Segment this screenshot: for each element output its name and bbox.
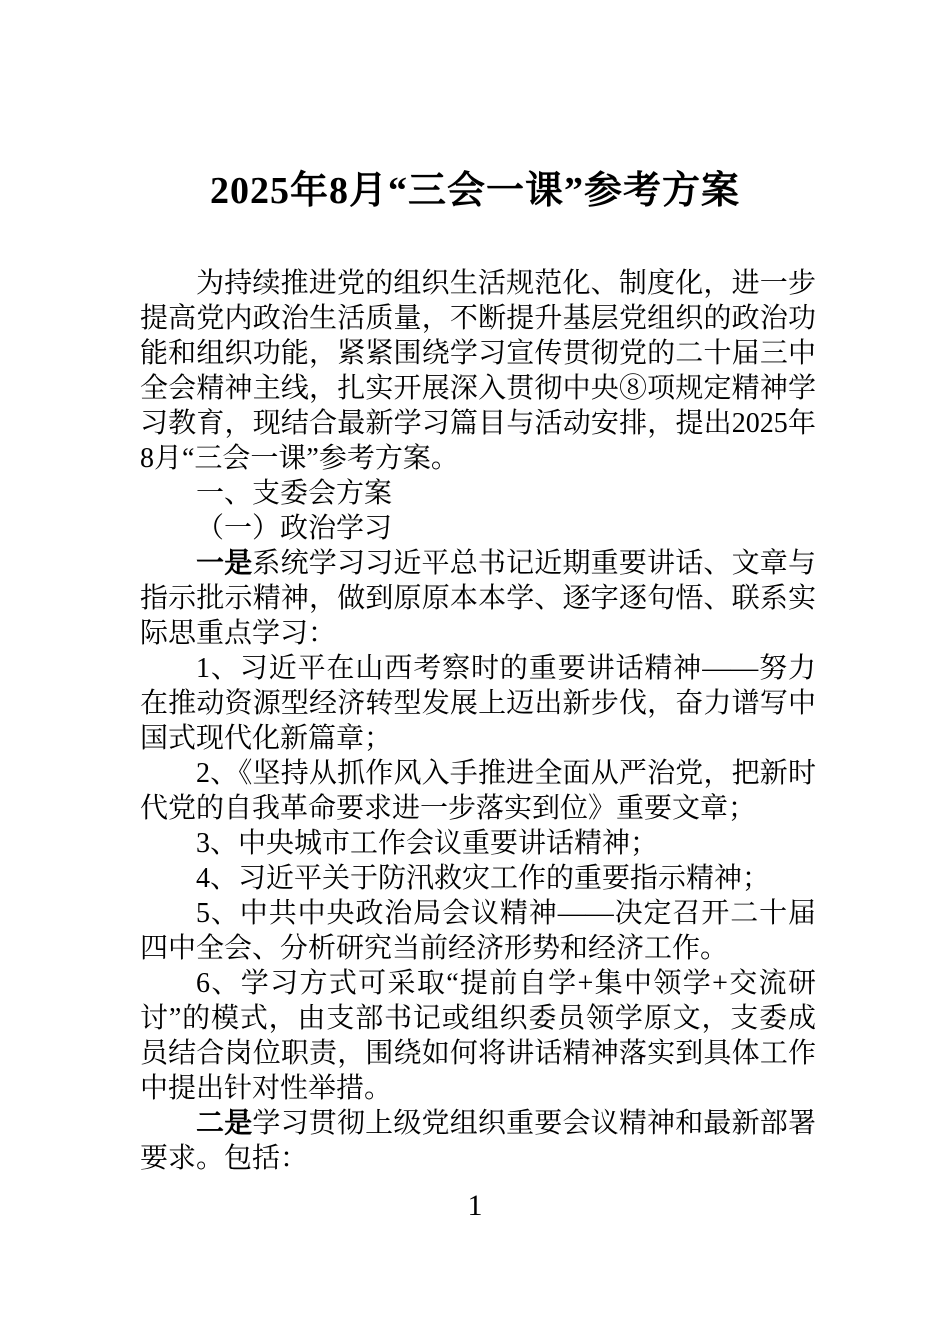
paragraph-point-two <box>140 1106 816 1176</box>
heading-subsection-1-1: （一）政治学习 <box>196 513 393 544</box>
list-item-4: 4、习近平关于防汛救灾工作的重要指示精神； <box>196 863 771 894</box>
paragraph-point-one <box>140 546 816 651</box>
document-title: 2025年8月“三会一课”参考方案 <box>209 170 740 212</box>
paragraph-point-one-lead: 一是 <box>196 548 253 579</box>
paragraph-point-one-text: 系统学习习近平总书记近期重要讲话、文章与指示批示精神，做到原原本本学、逐字逐句悟、联系实际思重点学习： <box>140 548 816 649</box>
list-item-1: 1、习近平在山西考察时的重要讲话精神——努力在推动资源型经济转型发展上迈出新步伐，奋力谱写中国式现代化新篇章； <box>140 653 816 754</box>
heading-section-1: 一、支委会方案 <box>196 478 393 509</box>
paragraph-point-two-text: 学习贯彻上级党组织重要会议精神和最新部署要求。包括： <box>140 1108 816 1174</box>
list-item-6: 6、学习方式可采取“提前自学+集中领学+交流研讨”的模式，由支部书记或组织委员领学原文，支委成员结合岗位职责，围绕如何将讲话精神落实到具体工作中提出针对性举措。 <box>140 968 816 1104</box>
page-number: 1 <box>467 1189 483 1222</box>
document-body <box>0 266 950 1176</box>
paragraph-intro: 为持续推进党的组织生活规范化、制度化，进一步提高党内政治生活质量，不断提升基层党组织的政治功能和组织功能，紧紧围绕学习宣传贯彻党的二十届三中全会精神主线，扎实开展深入贯彻中央⑧项规定精神学习教育，现结合最新学习篇目与活动安排，提出2025年8月“三会一课”参考方案。 <box>140 268 816 474</box>
paragraph-point-two-lead: 二是 <box>196 1108 253 1139</box>
list-item-2: 2、《坚持从抓作风入手推进全面从严治党，把新时代党的自我革命要求进一步落实到位》重要文章； <box>140 758 816 824</box>
list-item-3: 3、中央城市工作会议重要讲话精神； <box>196 828 659 859</box>
list-item-5: 5、中共中央政治局会议精神——决定召开二十届四中全会、分析研究当前经济形势和经济工作。 <box>140 898 816 964</box>
